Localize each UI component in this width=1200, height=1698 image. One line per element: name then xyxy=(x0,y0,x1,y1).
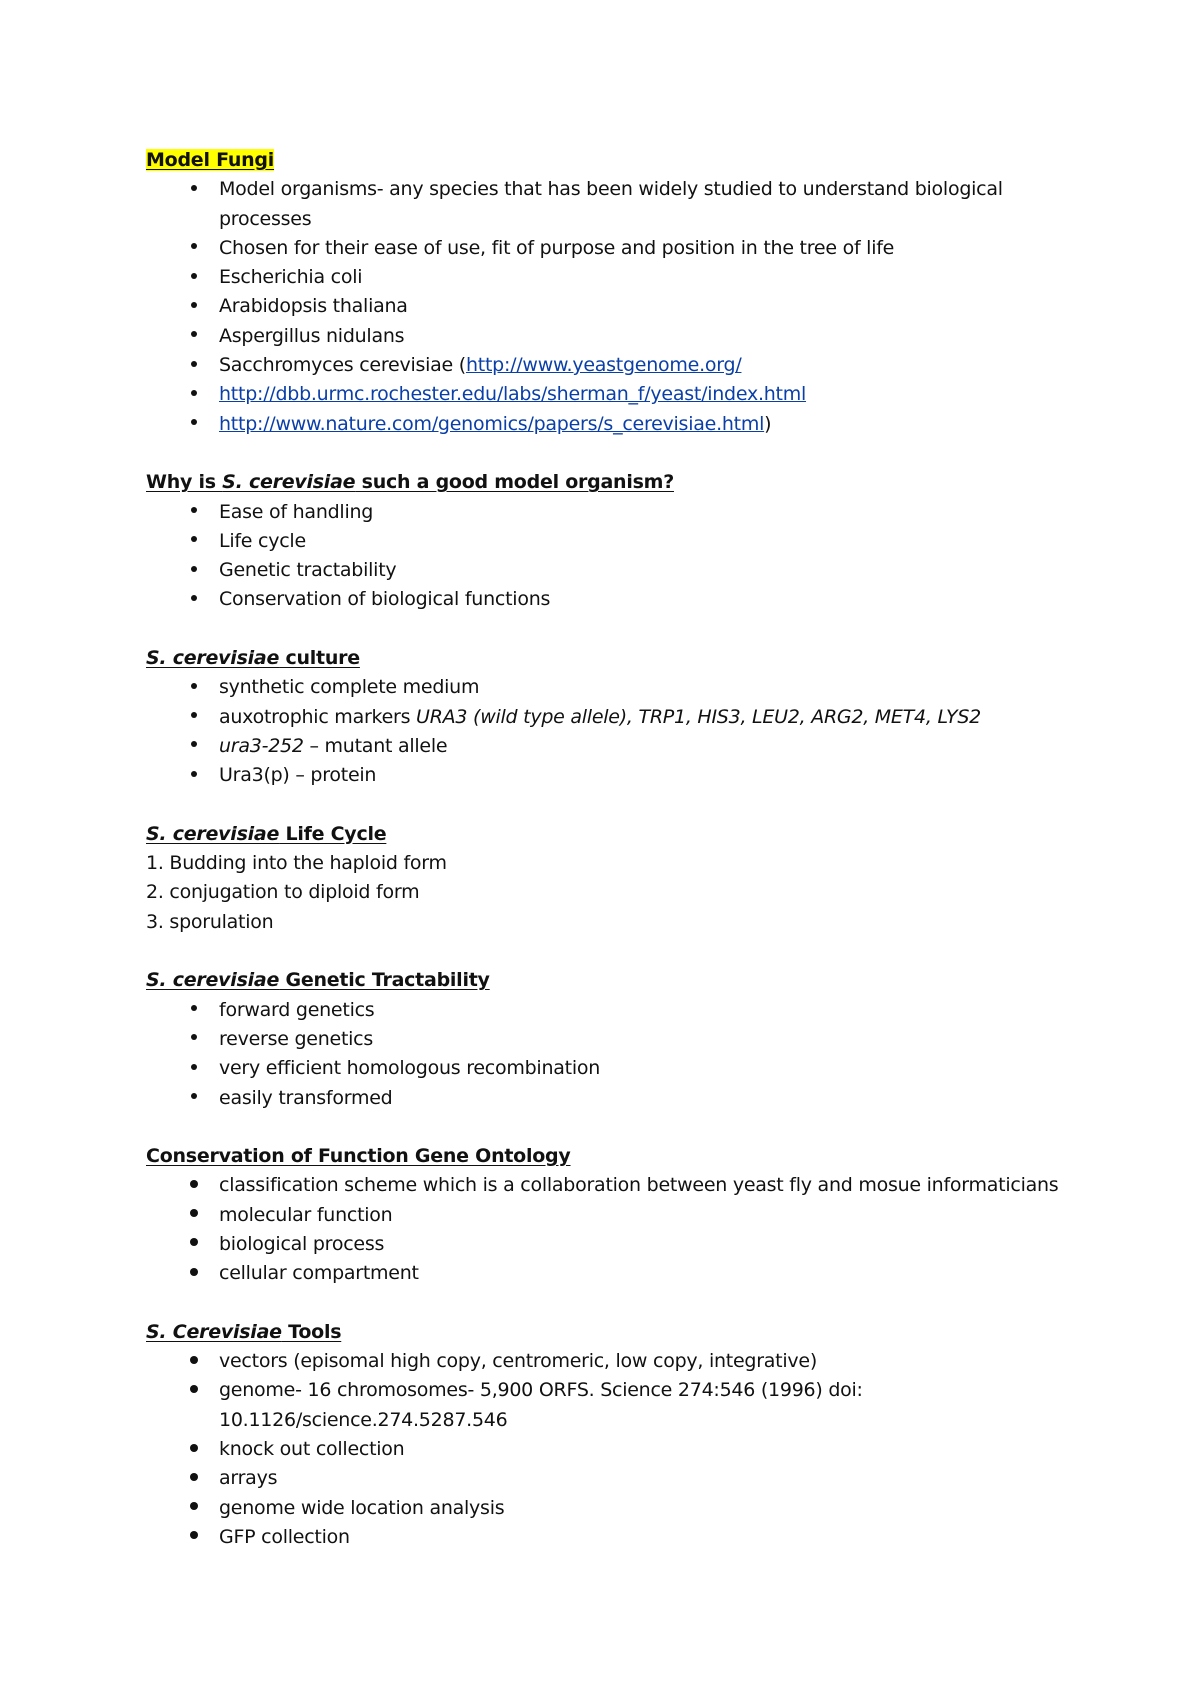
list-item: Arabidopsis thaliana xyxy=(146,292,1076,321)
bullet-icon xyxy=(184,1201,204,1230)
list-item: forward genetics xyxy=(146,996,1076,1025)
section-heading-tools: S. Cerevisiae Tools xyxy=(146,1320,342,1343)
list-item: cellular compartment xyxy=(146,1259,1076,1288)
list-item: reverse genetics xyxy=(146,1025,1076,1054)
numbered-item: 3. sporulation xyxy=(146,910,274,933)
list-item-continuation: processes xyxy=(219,207,312,230)
bullet-icon xyxy=(184,1084,204,1113)
spacer xyxy=(146,1113,1076,1142)
bullet-icon xyxy=(184,498,204,527)
spacer xyxy=(146,1289,1076,1318)
bullet-icon xyxy=(184,292,204,321)
section-heading-conservation: Conservation of Function Gene Ontology xyxy=(146,1145,571,1168)
numbered-item: 2. conjugation to diploid form xyxy=(146,881,420,904)
section-heading-life-cycle: S. cerevisiae Life Cycle xyxy=(146,822,387,845)
list-item: arrays xyxy=(146,1464,1076,1493)
list-item: Genetic tractability xyxy=(146,556,1076,585)
bullet-icon xyxy=(184,1435,204,1464)
list-item: very efficient homologous recombination xyxy=(146,1054,1076,1083)
bullet-icon xyxy=(184,1259,204,1288)
list-item: easily transformed xyxy=(146,1084,1076,1113)
spacer xyxy=(146,615,1076,644)
list-item: http://www.nature.com/genomics/papers/s_cerevisiae.html) xyxy=(146,410,1076,439)
bullet-icon xyxy=(184,703,204,732)
list-item: ura3-252 – mutant allele xyxy=(146,732,1076,761)
list-item-continuation: 10.1126/science.274.5287.546 xyxy=(219,1408,508,1431)
bullet-icon xyxy=(184,1376,204,1405)
bullet-icon xyxy=(184,380,204,409)
spacer xyxy=(146,439,1076,468)
bullet-icon xyxy=(184,761,204,790)
numbered-item: 1. Budding into the haploid form xyxy=(146,852,447,875)
list-item: Life cycle xyxy=(146,527,1076,556)
section-heading-why: Why is S. cerevisiae such a good model organism? xyxy=(146,471,674,494)
bullet-icon xyxy=(184,585,204,614)
list-item: Ease of handling xyxy=(146,498,1076,527)
bullet-icon xyxy=(184,1171,204,1200)
list-item: Aspergillus nidulans xyxy=(146,322,1076,351)
bullet-icon xyxy=(184,673,204,702)
list-item xyxy=(146,380,1076,409)
bullet-icon xyxy=(184,1025,204,1054)
section-heading-model-fungi: Model Fungi xyxy=(146,149,275,171)
spacer xyxy=(146,937,1076,966)
list-item: auxotrophic markers URA3 (wild type allele), TRP1, HIS3, LEU2, ARG2, MET4, LYS2 xyxy=(146,703,1076,732)
list-item: knock out collection xyxy=(146,1435,1076,1464)
bullet-icon xyxy=(184,410,204,439)
bullet-icon xyxy=(184,556,204,585)
document-content xyxy=(146,146,1076,1552)
bullet-icon xyxy=(184,1464,204,1493)
list-item: Model organisms- any species that has been widely studied to understand biological xyxy=(146,175,1076,204)
bullet-icon xyxy=(184,1230,204,1259)
list-item: Chosen for their ease of use, fit of purpose and position in the tree of life xyxy=(146,234,1076,263)
list-item: biological process xyxy=(146,1230,1076,1259)
list-item: Conservation of biological functions xyxy=(146,585,1076,614)
list-item: synthetic complete medium xyxy=(146,673,1076,702)
list-item: Escherichia coli xyxy=(146,263,1076,292)
bullet-icon xyxy=(184,1523,204,1552)
list-item: molecular function xyxy=(146,1201,1076,1230)
bullet-icon xyxy=(184,732,204,761)
list-item: genome- 16 chromosomes- 5,900 ORFS. Science 274:546 (1996) doi: xyxy=(146,1376,1076,1405)
bullet-icon xyxy=(184,351,204,380)
list-item: Sacchromyces cerevisiae (http://www.yeastgenome.org/ xyxy=(146,351,1076,380)
spacer xyxy=(146,791,1076,820)
bullet-icon xyxy=(184,175,204,204)
yeastgenome-link[interactable]: http://www.yeastgenome.org/ xyxy=(465,354,742,377)
bullet-icon xyxy=(184,527,204,556)
list-item: vectors (episomal high copy, centromeric, low copy, integrative) xyxy=(146,1347,1076,1376)
urmc-yeast-link[interactable]: http://dbb.urmc.rochester.edu/labs/sherman_f/yeast/index.html xyxy=(219,383,807,406)
bullet-icon xyxy=(184,263,204,292)
list-item: Ura3(p) – protein xyxy=(146,761,1076,790)
bullet-icon xyxy=(184,1347,204,1376)
bullet-icon xyxy=(184,1054,204,1083)
list-item: GFP collection xyxy=(146,1523,1076,1552)
section-heading-culture: S. cerevisiae culture xyxy=(146,647,360,670)
section-heading-tractability: S. cerevisiae Genetic Tractability xyxy=(146,969,490,992)
bullet-icon xyxy=(184,234,204,263)
bullet-icon xyxy=(184,1494,204,1523)
nature-genomics-link[interactable]: http://www.nature.com/genomics/papers/s_cerevisiae.html xyxy=(219,412,765,435)
list-item: genome wide location analysis xyxy=(146,1494,1076,1523)
bullet-icon xyxy=(184,322,204,351)
list-item: classification scheme which is a collaboration between yeast fly and mosue informaticians xyxy=(146,1171,1076,1200)
bullet-icon xyxy=(184,996,204,1025)
